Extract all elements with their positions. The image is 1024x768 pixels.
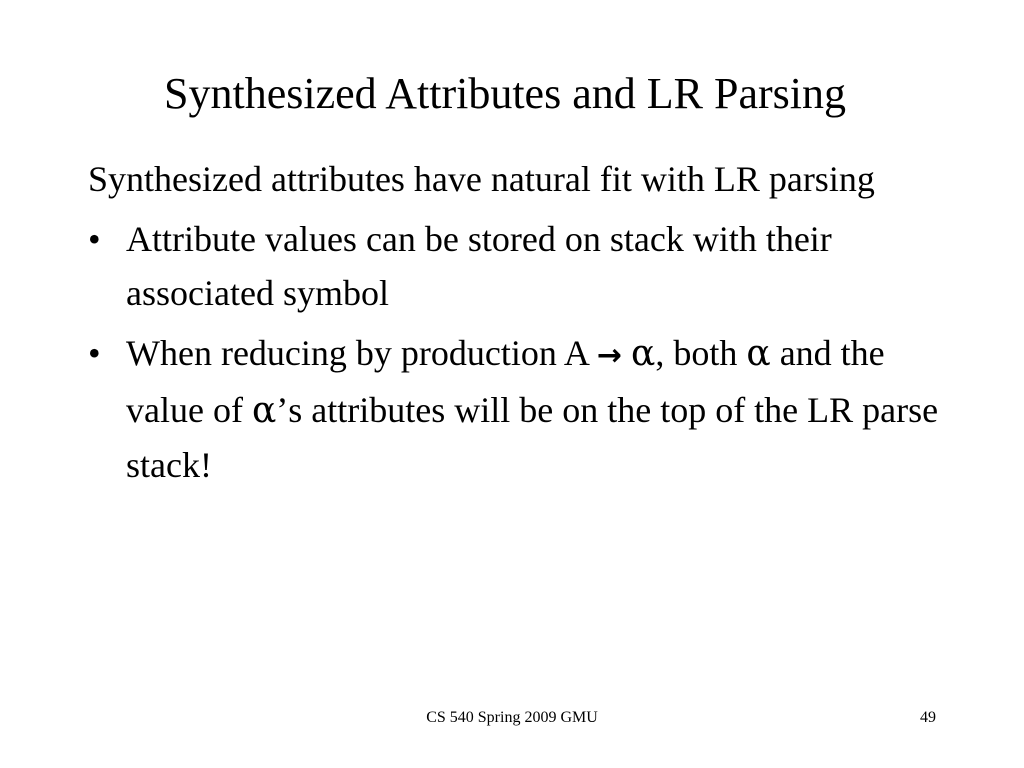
bullet-marker: • xyxy=(88,219,101,259)
bullet-text: Attribute values can be stored on stack with their associated symbol xyxy=(126,219,832,313)
slide-title: Synthesized Attributes and LR Parsing xyxy=(164,69,846,118)
bullet-text-part: and the value of xyxy=(126,333,885,430)
footer-course-label: CS 540 Spring 2009 GMU xyxy=(426,709,598,726)
bullet-item-stack-storage xyxy=(88,212,968,320)
slide-content xyxy=(88,152,968,498)
lead-paragraph: Synthesized attributes have natural fit with LR parsing xyxy=(88,159,875,199)
slide-footer xyxy=(0,706,1024,730)
bullet-marker: • xyxy=(88,333,101,373)
bullet-text-part xyxy=(622,333,631,373)
bullet-text-part: ’s attributes will be on the top of the LR parse stack! xyxy=(126,390,939,485)
alpha-symbol: α xyxy=(251,390,277,431)
alpha-symbol: α xyxy=(631,333,656,374)
bullet-text-part: When reducing by production A xyxy=(126,333,597,373)
bullet-item-reduction xyxy=(88,326,968,492)
alpha-symbol: α xyxy=(746,333,771,374)
right-arrow-icon: → xyxy=(596,338,623,373)
bullet-text-part: , both xyxy=(655,333,747,373)
page-number: 49 xyxy=(920,709,936,726)
bullet-list xyxy=(88,212,968,492)
